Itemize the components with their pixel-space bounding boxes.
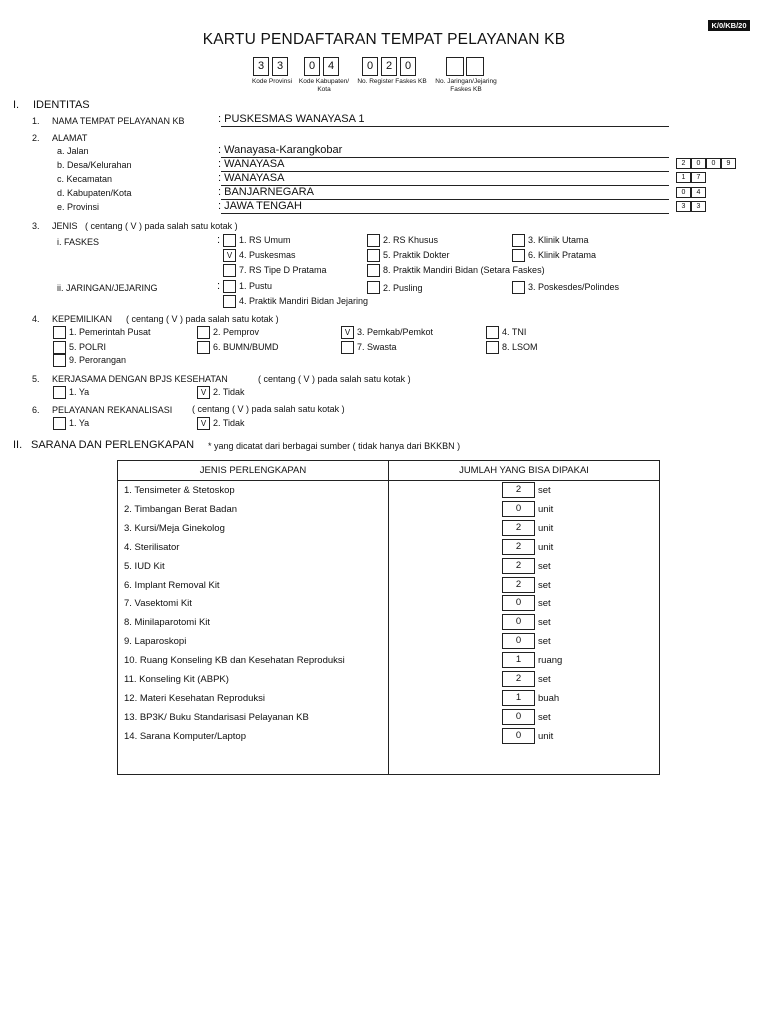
faskes-option-1: 1. RS Umum xyxy=(239,235,291,245)
kepemilikan-option-8: 8. LSOM xyxy=(502,342,538,352)
faskes-colon: : xyxy=(217,234,221,246)
q4-hint: ( centang ( V ) pada salah satu kotak ) xyxy=(126,314,279,324)
kepemilikan-option-1: 1. Pemerintah Pusat xyxy=(69,327,151,337)
equipment-unit: set xyxy=(538,636,551,647)
equipment-count[interactable]: 2 xyxy=(502,558,535,574)
equipment-count[interactable]: 0 xyxy=(502,728,535,744)
jaringan-checkbox-4[interactable] xyxy=(223,295,236,308)
q5-label: KERJASAMA DENGAN BPJS KESEHATAN xyxy=(52,374,228,384)
code-digit[interactable] xyxy=(446,57,464,76)
q1-number: 1. xyxy=(32,116,40,126)
kecamatan-code-digit[interactable]: 7 xyxy=(691,172,706,183)
equipment-count[interactable]: 0 xyxy=(502,595,535,611)
provinsi-code-digit[interactable]: 3 xyxy=(676,201,691,212)
q5-number: 5. xyxy=(32,374,40,384)
desa-code-digit[interactable]: 0 xyxy=(691,158,706,169)
code-label-kabupaten: Kode Kabupaten/ Kota xyxy=(298,78,350,93)
faskes-label: i. FASKES xyxy=(57,237,100,247)
rekanalisasi-option-ya: 1. Ya xyxy=(69,418,90,428)
form-code-badge: K/0/KB/20 xyxy=(708,20,750,31)
kepemilikan-option-5: 5. POLRI xyxy=(69,342,107,352)
equipment-name: 12. Materi Kesehatan Reproduksi xyxy=(124,693,265,704)
q2-label: ALAMAT xyxy=(52,133,88,143)
equipment-name: 7. Vasektomi Kit xyxy=(124,598,192,609)
kecamatan-label: c. Kecamatan xyxy=(57,174,113,184)
col-jumlah-header: JUMLAH YANG BISA DIPAKAI xyxy=(389,461,660,481)
rekanalisasi-option-tidak: 2. Tidak xyxy=(213,418,245,428)
equipment-name: 4. Sterilisator xyxy=(124,542,180,553)
equipment-count[interactable]: 0 xyxy=(502,633,535,649)
kepemilikan-option-7: 7. Swasta xyxy=(357,342,397,352)
code-digit[interactable]: 3 xyxy=(253,57,269,76)
faskes-checkbox-4[interactable]: V xyxy=(223,249,236,262)
jalan-label: a. Jalan xyxy=(57,146,89,156)
faskes-option-7: 7. RS Tipe D Pratama xyxy=(239,265,327,275)
equipment-count[interactable]: 0 xyxy=(502,614,535,630)
bpjs-option-tidak: 2. Tidak xyxy=(213,387,245,397)
q6-number: 6. xyxy=(32,405,40,415)
equipment-name: 8. Minilaparotomi Kit xyxy=(124,617,211,628)
faskes-option-4: 4. Puskesmas xyxy=(239,250,296,260)
kepemilikan-checkbox-1[interactable] xyxy=(53,326,66,339)
kepemilikan-option-6: 6. BUMN/BUMD xyxy=(213,342,279,352)
equipment-name: 2. Timbangan Berat Badan xyxy=(124,504,238,515)
q6-hint: ( centang ( V ) pada salah satu kotak ) xyxy=(192,404,345,414)
code-digit[interactable]: 2 xyxy=(381,57,397,76)
faskes-checkbox-6[interactable] xyxy=(512,249,525,262)
kepemilikan-checkbox-8[interactable] xyxy=(486,341,499,354)
equipment-unit: set xyxy=(538,485,551,496)
q1-value[interactable]: : PUSKESMAS WANAYASA 1 xyxy=(218,113,365,125)
desa-code-digit[interactable]: 0 xyxy=(706,158,721,169)
faskes-checkbox-3[interactable] xyxy=(512,234,525,247)
kepemilikan-option-9: 9. Perorangan xyxy=(69,355,127,365)
bpjs-checkbox-ya[interactable] xyxy=(53,386,66,399)
q3-label: JENIS xyxy=(52,221,78,231)
col-jenis-header: JENIS PERLENGKAPAN xyxy=(118,461,389,481)
equipment-unit: set xyxy=(538,674,551,685)
equipment-count[interactable]: 1 xyxy=(502,690,535,706)
jaringan-option-3: 3. Poskesdes/Polindes xyxy=(528,282,620,292)
kecamatan-value[interactable]: : WANAYASA xyxy=(218,172,285,184)
equipment-count[interactable]: 2 xyxy=(502,671,535,687)
jaringan-checkbox-2[interactable] xyxy=(367,281,380,294)
equipment-name: 9. Laparoskopi xyxy=(124,636,187,647)
kabupaten-value[interactable]: : BANJARNEGARA xyxy=(218,186,314,198)
equipment-unit: set xyxy=(538,561,551,572)
kepemilikan-checkbox-3[interactable]: V xyxy=(341,326,354,339)
code-label-register: No. Register Faskes KB xyxy=(357,78,427,85)
kepemilikan-checkbox-5[interactable] xyxy=(53,341,66,354)
rekanalisasi-checkbox-ya[interactable] xyxy=(53,417,66,430)
section2-number: II. xyxy=(13,439,23,451)
kepemilikan-checkbox-7[interactable] xyxy=(341,341,354,354)
jaringan-option-1: 1. Pustu xyxy=(239,281,273,291)
equipment-unit: ruang xyxy=(538,655,563,666)
jaringan-checkbox-1[interactable] xyxy=(223,280,236,293)
q1-underline xyxy=(221,126,669,127)
faskes-checkbox-7[interactable] xyxy=(223,264,236,277)
q2-number: 2. xyxy=(32,133,40,143)
code-digit[interactable]: 4 xyxy=(323,57,339,76)
code-digit[interactable]: 0 xyxy=(400,57,416,76)
code-digit[interactable]: 0 xyxy=(362,57,378,76)
section1-number: I. xyxy=(13,99,20,111)
kecamatan-code-digit[interactable]: 1 xyxy=(676,172,691,183)
equipment-count[interactable]: 2 xyxy=(502,539,535,555)
q6-label: PELAYANAN REKANALISASI xyxy=(52,405,173,415)
faskes-checkbox-8[interactable] xyxy=(367,264,380,277)
equipment-count[interactable]: 2 xyxy=(502,577,535,593)
code-digit[interactable] xyxy=(466,57,484,76)
faskes-option-3: 3. Klinik Utama xyxy=(528,235,589,245)
kabupaten-label: d. Kabupaten/Kota xyxy=(57,188,132,198)
jaringan-label: ii. JARINGAN/JEJARING xyxy=(57,283,158,293)
jaringan-colon: : xyxy=(217,280,221,292)
kepemilikan-option-3: 3. Pemkab/Pemkot xyxy=(357,327,434,337)
desa-code-digit[interactable]: 2 xyxy=(676,158,691,169)
faskes-option-8: 8. Praktik Mandiri Bidan (Setara Faskes) xyxy=(383,265,545,275)
equipment-count[interactable]: 2 xyxy=(502,482,535,498)
kepemilikan-checkbox-2[interactable] xyxy=(197,326,210,339)
desa-code-digit[interactable]: 9 xyxy=(721,158,736,169)
kepemilikan-checkbox-6[interactable] xyxy=(197,341,210,354)
equipment-name: 10. Ruang Konseling KB dan Kesehatan Reproduksi xyxy=(124,655,345,666)
q1-label: NAMA TEMPAT PELAYANAN KB xyxy=(52,116,185,126)
equipment-unit: buah xyxy=(538,693,560,704)
q4-label: KEPEMILIKAN xyxy=(52,314,113,324)
code-label-provinsi: Kode Provinsi xyxy=(251,78,293,85)
q4-number: 4. xyxy=(32,314,40,324)
provinsi-code-digit[interactable]: 3 xyxy=(691,201,706,212)
q3-hint: ( centang ( V ) pada salah satu kotak ) xyxy=(85,221,238,231)
jalan-value[interactable]: : Wanayasa-Karangkobar xyxy=(218,144,343,156)
desa-top-line xyxy=(221,157,669,158)
equipment-unit: set xyxy=(538,712,551,723)
equipment-name: 11. Konseling Kit (ABPK) xyxy=(124,674,229,685)
provinsi-underline xyxy=(221,213,669,214)
jaringan-option-4: 4. Praktik Mandiri Bidan Jejaring xyxy=(239,296,369,306)
equipment-count[interactable]: 2 xyxy=(502,520,535,536)
provinsi-value[interactable]: : JAWA TENGAH xyxy=(218,200,302,212)
jaringan-option-2: 2. Pusling xyxy=(383,283,423,293)
desa-label: b. Desa/Kelurahan xyxy=(57,160,132,170)
equipment-count[interactable]: 0 xyxy=(502,501,535,517)
faskes-checkbox-5[interactable] xyxy=(367,249,380,262)
equipment-name: 14. Sarana Komputer/Laptop xyxy=(124,731,247,742)
equipment-count[interactable]: 0 xyxy=(502,709,535,725)
q5-hint: ( centang ( V ) pada salah satu kotak ) xyxy=(258,374,411,384)
equipment-unit: set xyxy=(538,617,551,628)
jaringan-checkbox-3[interactable] xyxy=(512,281,525,294)
rekanalisasi-checkbox-tidak[interactable]: V xyxy=(197,417,210,430)
kabupaten-code-digit[interactable]: 4 xyxy=(691,187,706,198)
code-label-jaringan: No. Jaringan/Jejaring Faskes KB xyxy=(435,78,497,93)
page-title: KARTU PENDAFTARAN TEMPAT PELAYANAN KB xyxy=(202,31,566,48)
section2-note: * yang dicatat dari berbagai sumber ( tidak hanya dari BKKBN ) xyxy=(208,441,461,451)
bpjs-checkbox-tidak[interactable]: V xyxy=(197,386,210,399)
equipment-unit: set xyxy=(538,580,551,591)
faskes-checkbox-1[interactable] xyxy=(223,234,236,247)
section2-title: SARANA DAN PERLENGKAPAN xyxy=(31,439,195,451)
desa-value[interactable]: : WANAYASA xyxy=(218,158,285,170)
kepemilikan-checkbox-4[interactable] xyxy=(486,326,499,339)
code-digit[interactable]: 0 xyxy=(304,57,320,76)
equipment-unit: unit xyxy=(538,731,554,742)
faskes-option-2: 2. RS Khusus xyxy=(383,235,439,245)
kepemilikan-option-4: 4. TNI xyxy=(502,327,527,337)
equipment-unit: unit xyxy=(538,523,554,534)
faskes-option-6: 6. Klinik Pratama xyxy=(528,250,597,260)
equipment-name: 3. Kursi/Meja Ginekolog xyxy=(124,523,225,534)
kepemilikan-checkbox-9[interactable] xyxy=(53,354,66,367)
faskes-option-5: 5. Praktik Dokter xyxy=(383,250,450,260)
faskes-checkbox-2[interactable] xyxy=(367,234,380,247)
equipment-name: 13. BP3K/ Buku Standarisasi Pelayanan KB xyxy=(124,712,309,723)
equipment-unit: unit xyxy=(538,504,554,515)
desa-underline xyxy=(221,171,669,172)
equipment-name: 1. Tensimeter & Stetoskop xyxy=(124,485,235,496)
q3-number: 3. xyxy=(32,221,40,231)
equipment-unit: unit xyxy=(538,542,554,553)
equipment-name: 6. Implant Removal Kit xyxy=(124,580,220,591)
equipment-name: 5. IUD Kit xyxy=(124,561,165,572)
code-digit[interactable]: 3 xyxy=(272,57,288,76)
kabupaten-code-digit[interactable]: 0 xyxy=(676,187,691,198)
equipment-count[interactable]: 1 xyxy=(502,652,535,668)
bpjs-option-ya: 1. Ya xyxy=(69,387,90,397)
section1-title: IDENTITAS xyxy=(33,99,90,111)
equipment-unit: set xyxy=(538,598,551,609)
provinsi-label: e. Provinsi xyxy=(57,202,100,212)
kepemilikan-option-2: 2. Pemprov xyxy=(213,327,260,337)
